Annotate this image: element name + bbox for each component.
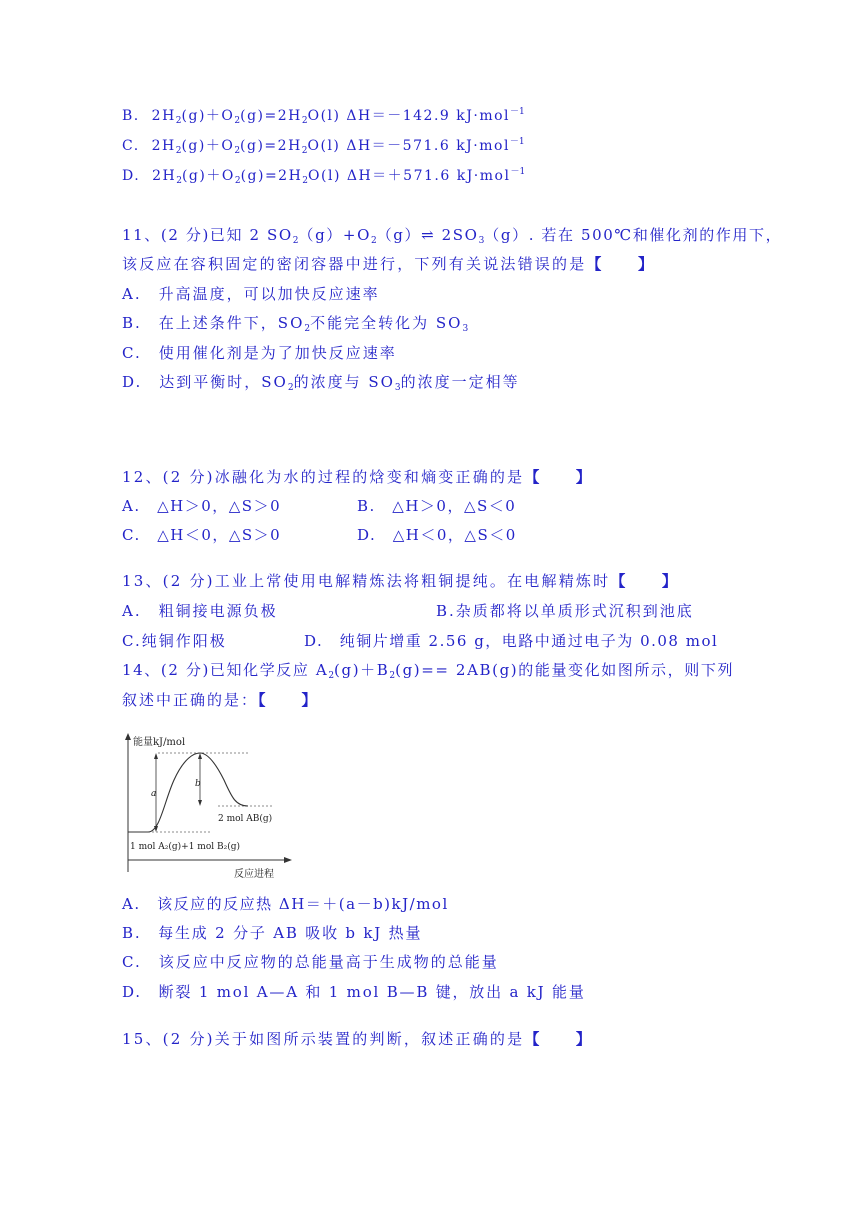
q14-option-c: C. 该反应中反应物的总能量高于生成物的总能量	[122, 953, 499, 971]
q12-option-a: A. △H＞0，△S＞0	[122, 497, 282, 515]
arrow-b-head-top	[198, 753, 202, 759]
q10-option-c: C. $2H_2(g)+O_2(g)=2H_2O(l)$ ΔH＝－571.6 kJ·mol$^{-1}$	[122, 137, 525, 156]
q11-option-d: D. 达到平衡时，$SO_2$的浓度与 $SO_3$的浓度一定相等	[122, 373, 520, 393]
answer-bracket: 【 】	[524, 1030, 594, 1048]
q14-option-a: A. 该反应的反应热 ΔH＝＋(a－b)kJ/mol	[122, 895, 449, 913]
q12-option-d: D. △H＜0，△S＜0	[357, 526, 517, 544]
answer-bracket: 【 】	[610, 572, 680, 590]
q14-stem-line1: 14、(2 分)已知化学反应 $A_2(g)+B_2(g)== 2AB(g)$的能量变化如图所示，则下列	[122, 661, 735, 681]
y-axis-label: 能量kJ/mol	[133, 737, 186, 748]
answer-bracket: 【 】	[586, 255, 656, 273]
q11-option-b: B. 在上述条件下，$SO_2$不能完全转化为 $SO_3$	[122, 314, 469, 334]
q11-stem-line2: 该反应在容积固定的密闭容器中进行，下列有关说法错误的是【 】	[122, 255, 656, 273]
x-axis-arrow	[284, 857, 292, 863]
q13-stem: 13、(2 分)工业上常使用电解精炼法将粗铜提纯。在电解精炼时【 】	[122, 572, 680, 590]
q12-stem: 12、(2 分)冰融化为水的过程的焓变和熵变正确的是【 】	[122, 468, 594, 486]
q14-stem-line2: 叙述中正确的是：【 】	[122, 691, 319, 709]
arrow-b-head-bottom	[198, 800, 202, 806]
answer-bracket: 【 】	[524, 468, 594, 486]
q11-option-c: C. 使用催化剂是为了加快反应速率	[122, 344, 397, 362]
q13-option-d: D. 纯铜片增重 2.56 g，电路中通过电子为 0.08 mol	[304, 632, 719, 650]
product-label: 2 mol AB(g)	[218, 814, 273, 824]
q10-option-d: D. $2H_2(g)+O_2(g)=2H_2O(l)$ ΔH＝＋571.6 kJ·mol$^{-1}$	[122, 167, 526, 186]
q13-option-b: B.杂质都将以单质形式沉积到池底	[436, 602, 694, 620]
arrow-a-head-top	[154, 753, 158, 759]
q10-option-b: B. $2H_2(g)+O_2(g)=2H_2O(l)$ ΔH＝－142.9 kJ·mol$^{-1}$	[122, 107, 525, 126]
q12-option-b: B. △H＞0，△S＜0	[357, 497, 517, 515]
q15-stem: 15、(2 分)关于如图所示装置的判断，叙述正确的是【 】	[122, 1030, 594, 1048]
y-axis-arrow	[125, 733, 131, 740]
q14-option-d: D. 断裂 1 mol A—A 和 1 mol B—B 键，放出 a kJ 能量	[122, 983, 586, 1001]
q11-option-a: A. 升高温度，可以加快反应速率	[122, 285, 380, 303]
q12-option-c: C. △H＜0，△S＞0	[122, 526, 282, 544]
q13-option-c: C.纯铜作阳极	[122, 632, 227, 650]
answer-bracket: 【 】	[258, 691, 319, 709]
q13-option-a: A. 粗铜接电源负极	[122, 602, 278, 620]
q11-stem-line1: 11、(2 分)已知 2 $SO_2(g)+O_2(g)\rightleftharpoons$ $2SO_3(g)$. 若在 500℃和催化剂的作用下，	[122, 226, 783, 246]
q14-option-b: B. 每生成 2 分子 AB 吸收 b kJ 热量	[122, 924, 423, 942]
reactant-label: 1 mol A₂(g)+1 mol B₂(g)	[130, 842, 240, 852]
label-b: b	[195, 779, 201, 789]
label-a: a	[151, 789, 157, 799]
energy-diagram	[124, 732, 296, 880]
x-axis-label: 反应进程	[234, 869, 274, 880]
